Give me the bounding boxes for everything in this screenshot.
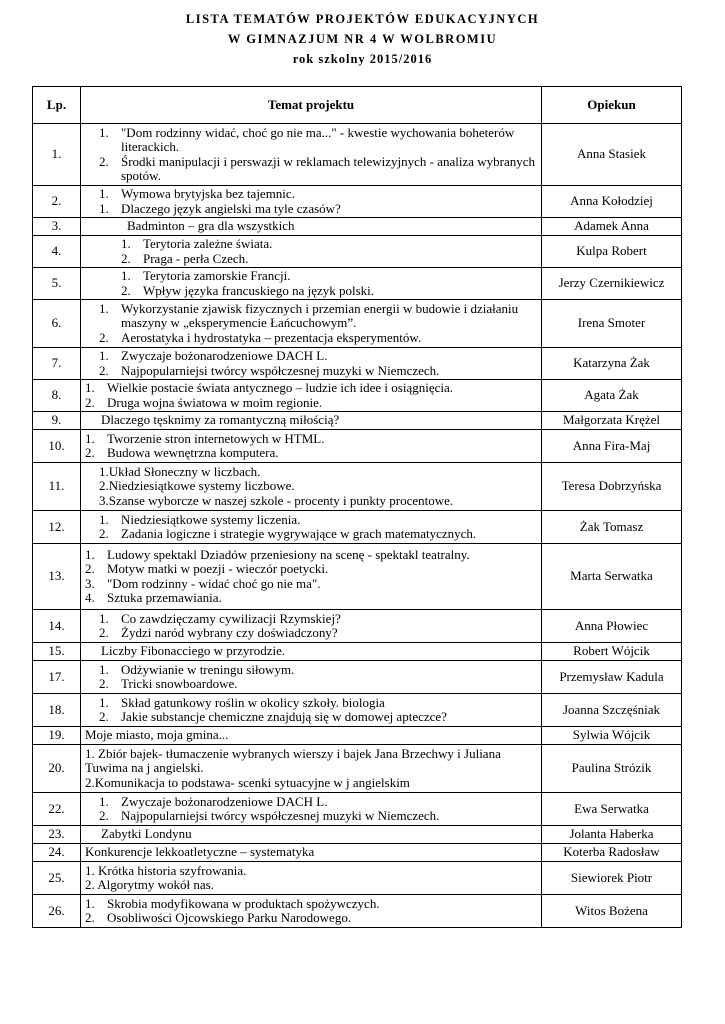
topic-item-text: Sztuka przemawiania. [107,590,222,605]
project-topics [81,236,542,268]
topic-item-text: Budowa wewnętrzna komputera. [107,445,279,460]
topic-item-text: Wielkie postacie świata antycznego – ludzie ich idee i osiągnięcia. [107,380,454,395]
project-topics [81,300,542,348]
project-topics [81,844,542,862]
topic-item-text: Co zawdzięczamy cywilizacji Rzymskiej? [121,610,341,626]
topic-item [85,747,537,776]
topic-item-number: 1. [99,511,109,527]
topic-item-number: 2. [99,526,109,541]
topic-item-number: 2. [99,153,109,169]
project-topics [81,694,542,727]
row-number: 18. [33,694,81,727]
tutor-name: Anna Fira-Maj [542,430,682,463]
project-topics [81,430,542,463]
row-number: 25. [33,862,81,895]
topic-item [99,696,537,711]
project-topics [81,380,542,412]
topic-item-text: Żydzi naród wybrany czy doświadczony? [121,625,338,640]
topic-item [99,663,537,678]
topic-item [99,612,537,627]
topic-item-text: "Dom rodzinny widać, choć go nie ma..." - kwestie wychowania boheterów literackich. [121,124,515,154]
topic-item [101,413,537,428]
topic-item-number: 1. [121,268,131,283]
topic-item-text: Motyw matki w poezji - wieczór poetycki. [107,561,329,576]
topic-item-text: Skrobia modyfikowana w produktach spożywczych. [107,895,380,911]
topic-item [99,626,537,641]
table-row [33,380,682,412]
table-row [33,727,682,745]
project-topics [81,826,542,844]
row-number: 22. [33,793,81,826]
project-topics [81,463,542,511]
topic-item-text: 1. Krótka historia szyfrowania. [85,862,247,878]
table-row [33,268,682,300]
topic-item-text: Dlaczego język angielski ma tyle czasów? [121,200,341,216]
topic-item-number: 2. [99,808,109,823]
row-number: 6. [33,300,81,348]
table-row [33,412,682,430]
topic-item [121,237,537,252]
topic-item-number: 1. [85,546,95,562]
topic-item-number: 2. [99,329,109,345]
topic-item-number: 2. [121,282,131,298]
topic-item-text: Dlaczego tęsknimy za romantyczną miłością? [101,412,340,428]
project-topics [81,348,542,380]
project-topics [81,793,542,826]
project-topics [81,895,542,928]
project-topics [81,544,542,610]
topic-item [99,465,537,480]
topic-item-text: Wykorzystanie zjawisk fizycznych i przemian energii w budowie i działaniu maszyny w „eksperymencie Łańcuchowym”. [121,300,519,331]
topic-item-number: 1. [99,348,109,363]
topic-item-number: 4. [85,590,95,605]
tutor-name: Witos Bożena [542,895,682,928]
topic-item-number: 2. [99,709,109,724]
topic-item [99,187,537,202]
topic-item-number: 1. [99,694,109,710]
table-row [33,236,682,268]
project-topics [81,727,542,745]
project-topics [81,643,542,661]
topic-item-number: 1. [99,186,109,201]
row-number: 5. [33,268,81,300]
topic-item-text: Osobliwości Ojcowskiego Parku Narodowego. [107,910,352,925]
topic-item [99,126,537,155]
topic-item-number: 1. [99,300,109,316]
projects-table [32,86,682,928]
project-topics [81,745,542,793]
topic-item [85,446,537,461]
topic-item [85,432,537,447]
row-number: 9. [33,412,81,430]
row-number: 14. [33,610,81,643]
row-number: 24. [33,844,81,862]
tutor-name: Agata Żak [542,380,682,412]
topic-item [99,479,537,494]
topic-item-number: 1. [99,793,109,809]
topic-item-number: 2. [99,625,109,640]
row-number: 2. [33,186,81,218]
row-number: 13. [33,544,81,610]
row-number: 8. [33,380,81,412]
table-row [33,643,682,661]
topic-item-text: Środki manipulacji i perswazji w reklamach telewizyjnych - analiza wybranych spotów. [121,153,536,183]
topic-item-text: Tricki snowboardowe. [121,676,238,691]
topic-item [99,494,537,509]
topic-item-text: Zwyczaje bożonarodzeniowe DACH L. [121,348,328,363]
tutor-name: Robert Wójcik [542,643,682,661]
table-row [33,793,682,826]
topic-item [99,202,537,217]
tutor-name: Paulina Strózik [542,745,682,793]
row-number: 19. [33,727,81,745]
topic-item-number: 1. [85,380,95,395]
table-row [33,218,682,236]
topic-item-number: 1. [85,430,95,446]
table-row [33,745,682,793]
table-body [33,124,682,928]
topic-item-text: Jakie substancje chemiczne znajdują się w domowej apteczce? [121,709,447,724]
row-number: 3. [33,218,81,236]
tutor-name: Jolanta Haberka [542,826,682,844]
topic-item-text: Badminton – gra dla wszystkich [127,218,295,234]
table-row [33,511,682,544]
row-number: 15. [33,643,81,661]
column-header-tutor: Opiekun [542,87,682,124]
tutor-name: Żak Tomasz [542,511,682,544]
topic-item [85,864,537,879]
topic-item-number: 1. [121,236,131,251]
document-title: LISTA TEMATÓW PROJEKTÓW EDUKACYJNYCH [185,12,540,26]
topic-item-text: Wymowa brytyjska bez tajemnic. [121,186,295,201]
topic-item [85,381,537,396]
topic-item-text: 2.Komunikacja to podstawa- scenki sytuacyjne w j angielskim [85,774,410,790]
topic-item-number: 2. [85,394,95,410]
topic-item [99,155,537,184]
topic-item-text: Tworzenie stron internetowych w HTML. [107,430,325,446]
topic-item [85,845,537,860]
topic-item [99,302,537,331]
topic-item-text: Terytoria zamorskie Francji. [143,268,291,283]
topic-item [101,644,537,659]
tutor-name: Sylwia Wójcik [542,727,682,745]
topic-item-text: Konkurencje lekkoatletyczne – systematyka [85,844,315,860]
topic-item [85,577,537,592]
topic-item-text: Liczby Fibonacciego w przyrodzie. [101,643,286,659]
tutor-name: Katarzyna Żak [542,348,682,380]
table-row [33,661,682,694]
topic-item-text: Aerostatyka i hydrostatyka – prezentacja eksperymentów. [121,329,422,345]
row-number: 10. [33,430,81,463]
project-topics [81,186,542,218]
topic-item [99,513,537,528]
topic-item [121,269,537,284]
tutor-name: Ewa Serwatka [542,793,682,826]
topic-item [99,349,537,364]
row-number: 1. [33,124,81,186]
topic-item-number: 2. [121,250,131,266]
table-row [33,300,682,348]
row-number: 7. [33,348,81,380]
topic-item [99,710,537,725]
topic-item [121,284,537,299]
project-topics [81,412,542,430]
tutor-name: Teresa Dobrzyńska [542,463,682,511]
topic-item [85,548,537,563]
topic-item-text: Zabytki Londynu [101,826,192,842]
tutor-name: Siewiorek Piotr [542,862,682,895]
topic-item-text: 2. Algorytmy wokół nas. [85,877,214,892]
table-header-row [33,87,682,124]
topic-item-number: 1. [85,895,95,911]
tutor-name: Irena Smoter [542,300,682,348]
table-row [33,124,682,186]
topic-item [85,897,537,912]
topic-item [85,562,537,577]
topic-item [101,827,537,842]
topic-item-text: Najpopularniejsi twórcy współczesnej muzyki w Niemczech. [121,808,440,823]
topic-item-number: 1. [99,610,109,626]
topic-item [85,591,537,606]
project-topics [81,268,542,300]
tutor-name: Przemysław Kadula [542,661,682,694]
topic-item-number: 3. [85,575,95,591]
topic-item [127,219,537,234]
table-row [33,610,682,643]
table-row [33,826,682,844]
project-topics [81,862,542,895]
topic-item-text: Skład gatunkowy roślin w okolicy szkoły. biologia [121,694,385,710]
row-number: 26. [33,895,81,928]
topic-item-text: Wpływ języka francuskiego na język polski. [143,282,375,298]
topic-item-text: Ludowy spektakl Dziadów przeniesiony na scenę - spektakl teatralny. [107,546,470,562]
project-topics [81,610,542,643]
tutor-name: Małgorzata Krężel [542,412,682,430]
table-row [33,186,682,218]
topic-item-text: Praga - perła Czech. [143,250,249,266]
topic-item [99,677,537,692]
topic-item [85,878,537,893]
school-year: rok szkolny 2015/2016 [292,52,433,66]
topic-item [85,776,537,791]
topic-item-text: Moje miasto, moja gmina... [85,727,229,743]
column-header-topic: Temat projektu [81,87,542,124]
table-row [33,895,682,928]
column-header-lp: Lp. [33,87,81,124]
table-row [33,862,682,895]
topic-item [121,252,537,267]
tutor-name: Anna Stasiek [542,124,682,186]
topic-item-text: 3.Szanse wyborcze w naszej szkole - procenty i punkty procentowe. [99,492,454,508]
project-topics [81,511,542,544]
tutor-name: Jerzy Czernikiewicz [542,268,682,300]
topic-item-text: "Dom rodzinny - widać choć go nie ma". [107,575,321,591]
topic-item-text: Niedziesiątkowe systemy liczenia. [121,511,301,527]
topic-item-text: Druga wojna światowa w moim regionie. [107,394,323,410]
topic-item-text: 1.Układ Słoneczny w liczbach. [99,463,261,479]
topic-item-text: 1. Zbiór bajek- tłumaczenie wybranych wierszy i bajek Jana Brzechwy i Juliana Tuwima na j angielski. [85,745,501,776]
row-number: 17. [33,661,81,694]
tutor-name: Joanna Szczęśniak [542,694,682,727]
topic-item-text: Zwyczaje bożonarodzeniowe DACH L. [121,793,328,809]
table-row [33,544,682,610]
topic-item-number: 2. [85,910,95,925]
table-row [33,694,682,727]
project-topics [81,661,542,694]
tutor-name: Anna Płowiec [542,610,682,643]
topic-item [99,527,537,542]
topic-item-number: 1. [99,661,109,677]
topic-item-text: Zadania logiczne i strategie wygrywające w grach matematycznych. [121,526,477,541]
topic-item [85,396,537,411]
topic-item-number: 2. [99,676,109,691]
table-row [33,430,682,463]
topic-item [99,795,537,810]
topic-item [99,364,537,379]
topic-item-text: Terytoria zależne świata. [143,236,273,251]
topic-item [85,911,537,926]
topic-item-number: 2. [85,561,95,576]
row-number: 12. [33,511,81,544]
tutor-name: Kulpa Robert [542,236,682,268]
topic-item-text: Odżywianie w treningu siłowym. [121,661,295,677]
project-topics [81,124,542,186]
topic-item [99,809,537,824]
topic-item-number: 1. [99,200,109,216]
topic-item [99,331,537,346]
project-topics [81,218,542,236]
tutor-name: Adamek Anna [542,218,682,236]
tutor-name: Marta Serwatka [542,544,682,610]
row-number: 11. [33,463,81,511]
school-name: W GIMNAZJUM NR 4 W WOLBROMIU [227,32,498,46]
topic-item-text: 2.Niedziesiątkowe systemy liczbowe. [99,478,295,494]
topic-item [85,728,537,743]
topic-item-number: 2. [99,362,109,378]
row-number: 4. [33,236,81,268]
table-row [33,463,682,511]
table-row [33,348,682,380]
topic-item-number: 2. [85,445,95,460]
topic-item-text: Najpopularniejsi twórcy współczesnej muzyki w Niemczech. [121,362,440,378]
row-number: 23. [33,826,81,844]
table-row [33,844,682,862]
tutor-name: Anna Kołodziej [542,186,682,218]
topic-item-number: 1. [99,124,109,140]
row-number: 20. [33,745,81,793]
tutor-name: Koterba Radosław [542,844,682,862]
